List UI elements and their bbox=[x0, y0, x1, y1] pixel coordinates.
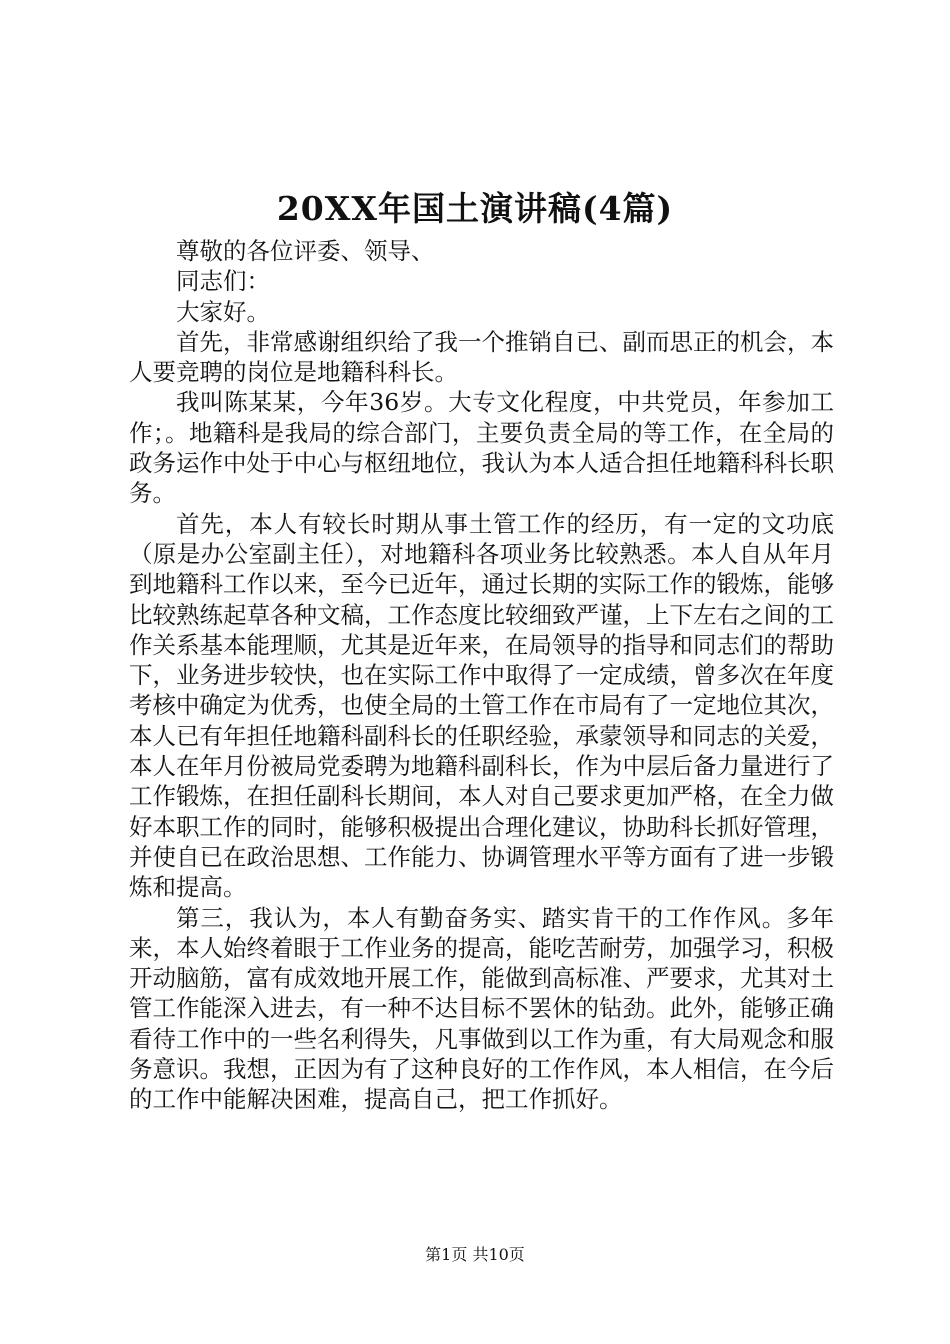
greeting-line: 大家好。 bbox=[176, 297, 270, 326]
paragraph-experience: 首先，本人有较长时期从事土管工作的经历，有一定的文功底（原是办公室副主任），对地籍科各项业务比较熟悉。本人自从年月到地籍科工作以来，至今已近年，通过长期的实际工作的锻炼，能够比较熟练起草各种文稿，工作态度比较细致严谨，上下左右之间的工作关系基本能理顺，尤其是近年来，在局领导的指导和同志们的帮助下，业务进步较快，也在实际工作中取得了一定成绩，曾多次在年度考核中确定为优秀，也使全局的土管工作在市局有了一定地位其次，本人已有年担任地籍科副科长的任职经验，承蒙领导和同志的关爱，本人在年月份被局党委聘为地籍科副科长，作为中层后备力量进行了工作锻炼，在担任副科长期间，本人对自己要求更加严格，在全力做好本职工作的同时，能够积极提出合理化建议，协助科长抓好管理，并使自已在政治思想、工作能力、协调管理水平等方面有了进一步锻炼和提高。 bbox=[129, 509, 834, 902]
paragraph-intro: 首先，非常感谢组织给了我一个推销自已、副而思正的机会，本人要竞聘的岗位是地籍科科长。 bbox=[129, 327, 834, 387]
document-title: 20XX年国土演讲稿(4篇) bbox=[276, 189, 674, 228]
document-body bbox=[129, 236, 834, 1115]
salutation-line-1: 尊敬的各位评委、领导、 bbox=[176, 237, 435, 265]
page-number-footer: 第1页 共10页 bbox=[425, 1245, 525, 1264]
paragraph-self-introduction: 我叫陈某某，今年36岁。大专文化程度，中共党员，年参加工作；。地籍科是我局的综合部门，主要负责全局的等工作，在全局的政务运作中处于中心与枢纽地位，我认为本人适合担任地籍科科长职务。 bbox=[129, 388, 834, 508]
paragraph-work-style: 第三，我认为，本人有勤奋务实、踏实肯干的工作作风。多年来，本人始终着眼于工作业务的提高，能吃苦耐劳，加强学习，积极开动脑筋，富有成效地开展工作，能做到高标准、严要求，尤其对土管工作能深入进去，有一种不达目标不罢休的钻劲。此外，能够正确看待工作中的一些名利得失，凡事做到以工作为重，有大局观念和服务意识。我想，正因为有了这种良好的工作作风，本人相信，在今后的工作中能解决困难，提高自己，把工作抓好。 bbox=[129, 903, 834, 1114]
salutation-line-2: 同志们： bbox=[176, 267, 270, 296]
